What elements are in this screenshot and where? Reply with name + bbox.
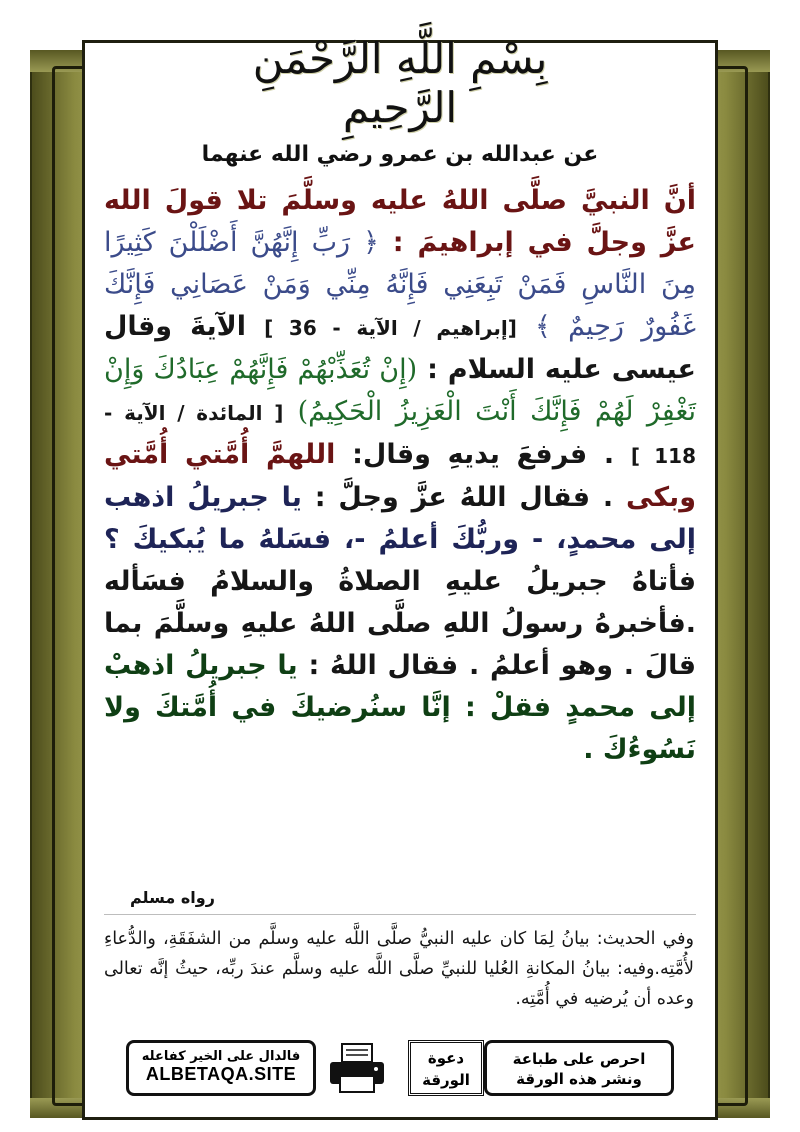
printer-icon <box>326 1042 388 1094</box>
verse-reference-maidah: [ المائدة / الآية - 118 ] <box>104 401 696 468</box>
hadith-intro: أنَّ النبيَّ صلَّى اللهُ عليه وسلَّمَ تلا قولَ الله عزَّ وجلَّ في إبراهيمَ : <box>104 185 696 258</box>
verse-reference-ibrahim: [إبراهيم / الآية - 36 ] <box>264 316 517 340</box>
quran-verse-maidah: (إِنْ تُعَذِّبْهُمْ فَإِنَّهُمْ عِبَادُكَ وَإِنْ تَغْفِرْ لَهُمْ فَإِنَّكَ أَنْتَ الْعَزِيزُ الْحَكِيمُ) <box>104 354 696 427</box>
footer-website-box <box>126 1040 316 1096</box>
allah-said: . فقال اللهُ عزَّ وجلَّ : <box>314 482 614 513</box>
isa-intro: وقال عيسى عليه السلام : <box>104 311 696 385</box>
prophet-prayer: اللهمَّ أُمَّتي أُمَّتي وبكى <box>104 439 696 513</box>
quran-verse-ibrahim: ﴿ رَبِّ إِنَّهُنَّ أَضْلَلْنَ كَثِيرًا مِنَ النَّاسِ فَمَنْ تَبِعَنِي فَإِنَّهُ مِنِّي وَمَنْ عَصَانِي فَإِنَّكَ غَفُورٌ رَحِيمٌ ﴾ <box>104 227 696 342</box>
raised-hands-text: . فرفعَ يديهِ وقال: <box>352 439 615 470</box>
basmala-text: بِسْمِ اللَّهِ الرَّحْمَنِ الرَّحِيمِ <box>252 34 548 132</box>
print-line-1: احرص على طباعة <box>512 1050 646 1068</box>
commentary-text: وفي الحديث: بيانُ لِمَا كان عليه النبيُّ صلَّى اللَّه عليه وسلَّم من الشفَقَةِ، والدُّعاءِ لأُمَّتِه.وفيه: بيانُ المكانةِ العُليا للنبيِّ صلَّى اللَّه عليه وسلَّم عندَ ربِّه، حيثُ إنَّه تعالى وعده أن يُرضيه في أُمَّتِه. <box>104 929 694 1009</box>
footer-print-box <box>484 1040 674 1096</box>
print-line-2: ونشر هذه الورقة <box>516 1070 642 1088</box>
footer <box>126 1040 674 1100</box>
command-to-jibril-2: يا جبريلُ اذهبْ إلى محمدٍ فقلْ : إنَّا سنُرضيكَ في أُمَّتكَ ولا نَسُوءُكَ . <box>104 650 696 765</box>
narrative-middle: فأتاهُ جبريلُ عليهِ الصلاةُ والسلامُ فسَأله .فأخبرهُ رسولُ اللهِ صلَّى اللهُ عليهِ وسلَّمَ بما قالَ . وهو أعلمُ . فقال اللهُ : <box>104 566 696 681</box>
narrator-line: عن عبدالله بن عمرو رضي الله عنهما <box>201 142 599 167</box>
hadith-source: رواه مسلم <box>130 888 215 907</box>
ayah-word: الآيةَ <box>190 311 246 342</box>
divider <box>104 914 696 915</box>
hadith-body <box>104 180 696 771</box>
footer-motto: فالدال على الخير كفاعله <box>141 1049 301 1064</box>
command-to-jibril-1: يا جبريلُ اذهب إلى محمدٍ، - وربُّكَ أعلمُ -، فسَلهُ ما يُبكيكَ ؟ <box>104 482 696 555</box>
dawah-logo: دعوة الورقة <box>408 1040 484 1096</box>
basmala-calligraphy <box>240 6 560 132</box>
website-label: ALBETAQA.SITE <box>145 1064 297 1084</box>
